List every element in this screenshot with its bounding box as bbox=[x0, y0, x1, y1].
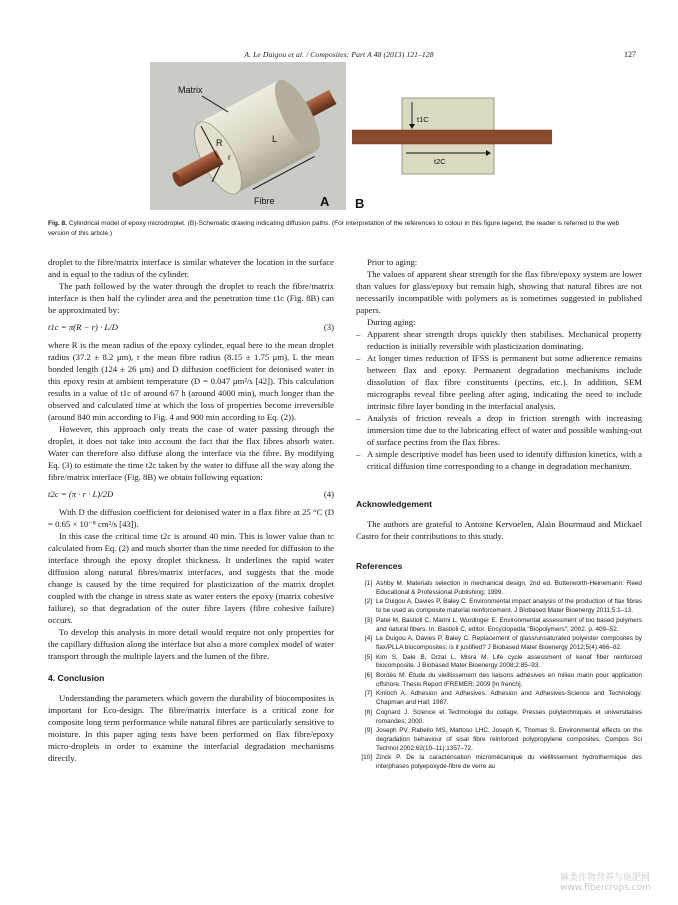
paragraph: where R is the mean radius of the epoxy cylinder, equal here to the mean droplet radius (37.2 ± 8.2 μm), r the mean fibre radius (8.15 ± 1.75 μm), L the mean bonded length (124 ± 26 μm) and D diffusion coefficient for deionised water in this epoxy resin at ambient temperature (D = 0.047 μm²/s [42]). This calculation results in a value of t1c of around 67 h (around 4000 min), much longer than the observed and calculated time at which the loss of properties become irreversible (around 840 min according to Fig. 4 and 900 min according to Eq. (2)). bbox=[48, 340, 334, 422]
reference-item: [9] Joseph PV, Rabello MS, Mattoso LHC, Joseph K, Thomas S. Environmental effects on the degradation behaviour of sisal fibre reinforced polypropylene composites. Compos Sci Technol 2002;62(10–11):1357–72. bbox=[364, 727, 642, 752]
bullet-item: – Apparent shear strength drops quickly then stabilises. Mechanical property reduction is initially reversible with plasticization dominating. bbox=[356, 329, 642, 351]
label-t1c: t1C bbox=[417, 115, 429, 124]
reference-item: [7] Kinloch A. Adhesion and Adhesives. Adhesion and Adhesives-Science and Technology. Chapman and Hall; 1987. bbox=[364, 690, 642, 707]
dash-icon: – bbox=[356, 329, 361, 339]
label-fibre: Fibre bbox=[254, 196, 275, 206]
dash-icon: – bbox=[356, 353, 361, 363]
label-l: L bbox=[272, 134, 278, 144]
equation-number: (4) bbox=[323, 489, 334, 499]
paragraph: However, this approach only treats the case of water passing through the droplet, it does not take into account the fact that the flax fibres absorb water. Water can therefore also diffuse along the interface via the fibre. By modifying Eq. (3) to estimate the time t2c taken by the water to diffuse all the way along the fibre/matrix interface (Fig. 8B) we obtain following equation: bbox=[48, 424, 334, 482]
paragraph: droplet to the fibre/matrix interface is similar whatever the location in the surface and is equal to the radius of the cylinder. bbox=[48, 257, 334, 279]
fibre-section bbox=[352, 130, 552, 144]
reference-item: [4] Le Duigou A, Davies P, Baley C. Replacement of glass/unsaturated polyester composites by flax/PLLA biocomposites: is it justified? J Biobased Mater Bioenergy 2012;5(4):466–82. bbox=[364, 635, 642, 651]
reference-item: [10] Zinck P. De la caractérisation micromécanique du vieillissement hydrothermique des interphases polyepoxyde-fibre de verre au bbox=[361, 754, 642, 771]
section-heading-conclusion: 4. Conclusion bbox=[48, 673, 105, 683]
figure-8 bbox=[150, 62, 650, 212]
reference-item: [3] Patel M, Bastioli C, Marini L, Wurdinger E. Environmental assessment of bio based polymers and natural fibers. In: Bastioli C, editor. Encyclopedia "Biopolymers"; 2002. p. 409–52. bbox=[364, 616, 642, 633]
paragraph: The authors are grateful to Antoine Kervoelen, Alain Bourmaud and Mickael Castro for their contributions to this study. bbox=[356, 519, 642, 541]
paragraph: With D the diffusion coefficient for deionised water in a flax fibre at 25 °C (D = 0.65 × 10⁻⁸ cm²/s [43]). bbox=[48, 507, 334, 529]
during-aging-heading: During aging: bbox=[367, 317, 416, 327]
right-column bbox=[356, 256, 642, 773]
prior-aging-heading: Prior to aging: bbox=[367, 257, 418, 267]
section-heading-references: References bbox=[356, 561, 403, 571]
dash-icon: – bbox=[356, 413, 361, 423]
running-head: A. Le Duigou et al. / Composites: Part A 48 (2013) 121–128 bbox=[244, 50, 434, 59]
equation-body: t2c = (π · r · L)/2D bbox=[48, 489, 114, 499]
label-matrix: Matrix bbox=[178, 85, 203, 95]
bullet-item: – At longer times reduction of IFSS is permanent but some adherence remains between flax and epoxy. Permanent degradation mechanisms include dissolution of flax fibre constituents (pectins, etc.). In addition, SEM micrographs reveal fibre peeling after aging, indicating the need to include intrinsic fibre layer bonding in the interfacial analysis. bbox=[356, 353, 642, 411]
watermark bbox=[560, 873, 651, 893]
equation-body: t1c = π(R − r) · L/D bbox=[48, 322, 118, 332]
section-heading-acknowledgement: Acknowledgement bbox=[356, 499, 432, 509]
reference-item: [2] Le Duigou A, Davies P, Baley C. Environmental impact analysis of the production of flax fibres to be used as composite material reinforcement. J Biobased Mater Bioenergy 2011;5:1–13. bbox=[364, 598, 642, 615]
page-number: 127 bbox=[624, 50, 636, 59]
watermark-line: www.fibercrops.com bbox=[560, 883, 651, 893]
paragraph: To develop this analysis in more detail would require not only properties for the capillary diffusion along the interface but also a more complex model of water transport through the multiple layers and the lumen of the fibre. bbox=[48, 627, 334, 661]
reference-list bbox=[356, 580, 642, 772]
caption-text: Cylindrical model of epoxy microdroplet. (B)-Schematic drawing indicating diffusion paths. (For interpretation of the references to colour in this figure legend, the reader is referred to the web version of this article.) bbox=[48, 220, 620, 237]
reference-item: [5] Kim S, Dale B, Drzal L, Misra M. Life cycle assessment of kenaf fiber reinforced biocomposite. J Biobased Mater Bioenergy 2008;2:85–93. bbox=[364, 653, 642, 670]
left-column bbox=[48, 256, 334, 764]
reference-item: [8] Cognard J. Science et Technologie du collage. Presses polytechniques et universitaires romandes; 2000. bbox=[364, 708, 642, 725]
figure-caption bbox=[48, 219, 642, 238]
equation-3 bbox=[48, 321, 334, 333]
dash-icon: – bbox=[356, 449, 361, 459]
conclusion-bullets bbox=[356, 328, 642, 472]
equation-4 bbox=[48, 488, 334, 500]
reference-item: [1] Ashby M. Materials selection in mechanical design. 2nd ed. Butterworth-Heinemann: Reed Educational & Professional Publishing; 1999. bbox=[364, 580, 642, 596]
label-r-capital: R bbox=[216, 138, 223, 148]
reference-item: [6] Bordès M. Etude du vieillissement des liaisons adhésives en milieu marin pour application offshore. Thesis Report IFREMER; 2009 [In french]. bbox=[364, 672, 642, 688]
bullet-item: – A simple descriptive model has been used to identify diffusion kinetics, with a critical diffusion time corresponding to a change in degradation mechanism. bbox=[356, 449, 642, 471]
figure-panel-b bbox=[352, 64, 650, 212]
equation-number: (3) bbox=[323, 322, 334, 332]
panel-letter-b: B bbox=[355, 196, 365, 211]
watermark-line: 麻类作物营养与施肥网 bbox=[560, 873, 651, 883]
caption-label: Fig. 8. bbox=[48, 220, 68, 227]
figure-panel-a bbox=[150, 62, 346, 210]
paragraph: Understanding the parameters which govern the durability of biocomposites is important for Eco-design. The fibre/matrix interface is a critical zone for composite long term performance while natural fibres are particularly sensitive to moisture. In this paper aging tests have been performed on flax fibre/epoxy micro-droplets in order to examine the interfacial degradation mechanisms directly. bbox=[48, 693, 334, 763]
paragraph: The path followed by the water through the droplet to reach the fibre/matrix interface is then half the cylinder area and the penetration time t1c (Fig. 8B) can be approximated by: bbox=[48, 281, 334, 315]
paragraph: The values of apparent shear strength for the flax fibre/epoxy system are lower than values for glass/epoxy but remain high, showing that natural fibres are not necessarily incompatible with polymers as is sometimes suggested in published papers. bbox=[356, 269, 642, 315]
panel-letter-a: A bbox=[320, 194, 330, 209]
paragraph: In this case the critical time t2c is around 40 min. This is lower value than tc calculated from Eq. (2) and much shorter than the time needed for diffusion to the interface through the epoxy droplet thickness. It underlines the rapid water diffusion along natural fibres/matrix interfaces, and suggests that the mode change is caused by the time required for plasticization of the matrix droplet coupled with the change in stress state as water enters the epoxy (matrix cohesive failure), so that degradation of the outer fibre layers (fibre cohesive failure) occurs. bbox=[48, 531, 334, 625]
label-t2c: t2C bbox=[434, 157, 446, 166]
bullet-item: – Analysis of friction reveals a drop in friction strength with increasing immersion time due to the lubricating effect of water and possible washing-out of surface pectins from the flax fibres. bbox=[356, 413, 642, 447]
label-r-small: r bbox=[228, 153, 231, 162]
